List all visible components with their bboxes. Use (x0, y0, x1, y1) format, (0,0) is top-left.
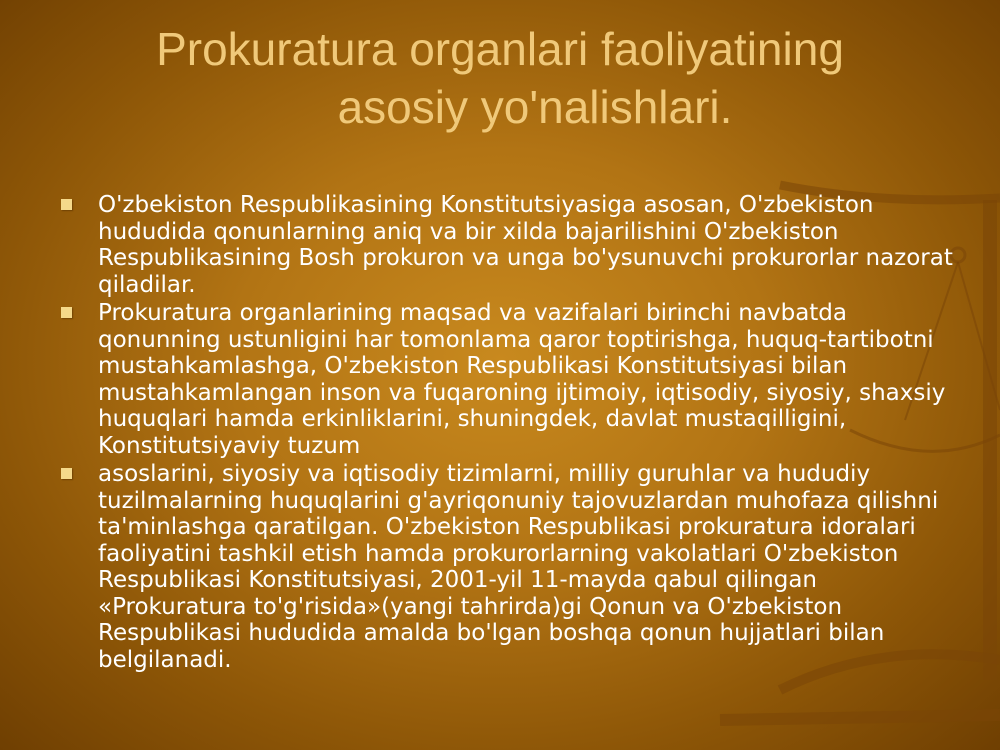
square-bullet-icon (61, 199, 72, 210)
list-item (58, 192, 958, 298)
bullet-text: Prokuratura organlarining maqsad va vazifalari birinchi navbatda qonunning ustunligini har tomonlama qaror toptirishga, huquq-tartibotni mustahkamlashga, O'zbekiston Respublikasi Konstitutsiyasi bilan mustahkamlangan inson va fuqaroning ijtimoiy, iqtisodiy, siyosiy, shaxsiy huquqlari hamda erkinliklarini, shuningdek, davlat mustaqilligini, Konstitutsiyaviy tuzum (98, 300, 946, 459)
bullet-text: O'zbekiston Respublikasining Konstitutsiyasiga asosan, O'zbekiston hududida qonunlarning aniq va bir xilda bajarilishini O'zbekiston Respublikasining Bosh prokuron va unga bo'ysunuvchi prokurorlar nazorat qiladilar. (98, 192, 953, 298)
square-bullet-icon (61, 468, 72, 479)
slide-title (40, 20, 960, 136)
title-line-1: Prokuratura organlari faoliyatining (156, 23, 844, 75)
list-item (58, 461, 958, 673)
list-item (58, 300, 958, 459)
title-line-2: asosiy yo'nalishlari. (337, 81, 733, 133)
bullet-list (58, 192, 958, 675)
bullet-text: asoslarini, siyosiy va iqtisodiy tizimlarni, milliy guruhlar va hududiy tuzilmalarning huquqlarini g'ayriqonuniy tajovuzlardan muhofaza qilishni ta'minlashga qaratilgan. O'zbekiston Respublikasi prokuratura idoralari faoliyatini tashkil etish hamda prokurorlarning vakolatlari O'zbekiston Respublikasi Konstitutsiyasi, 2001-yil 11-mayda qabul qilingan «Prokuratura to'g'risida»(yangi tahrirda)gi Qonun va O'zbekiston Respublikasi hududida amalda bo'lgan boshqa qonun hujjatlari bilan belgilanadi. (98, 461, 939, 673)
square-bullet-icon (61, 307, 72, 318)
